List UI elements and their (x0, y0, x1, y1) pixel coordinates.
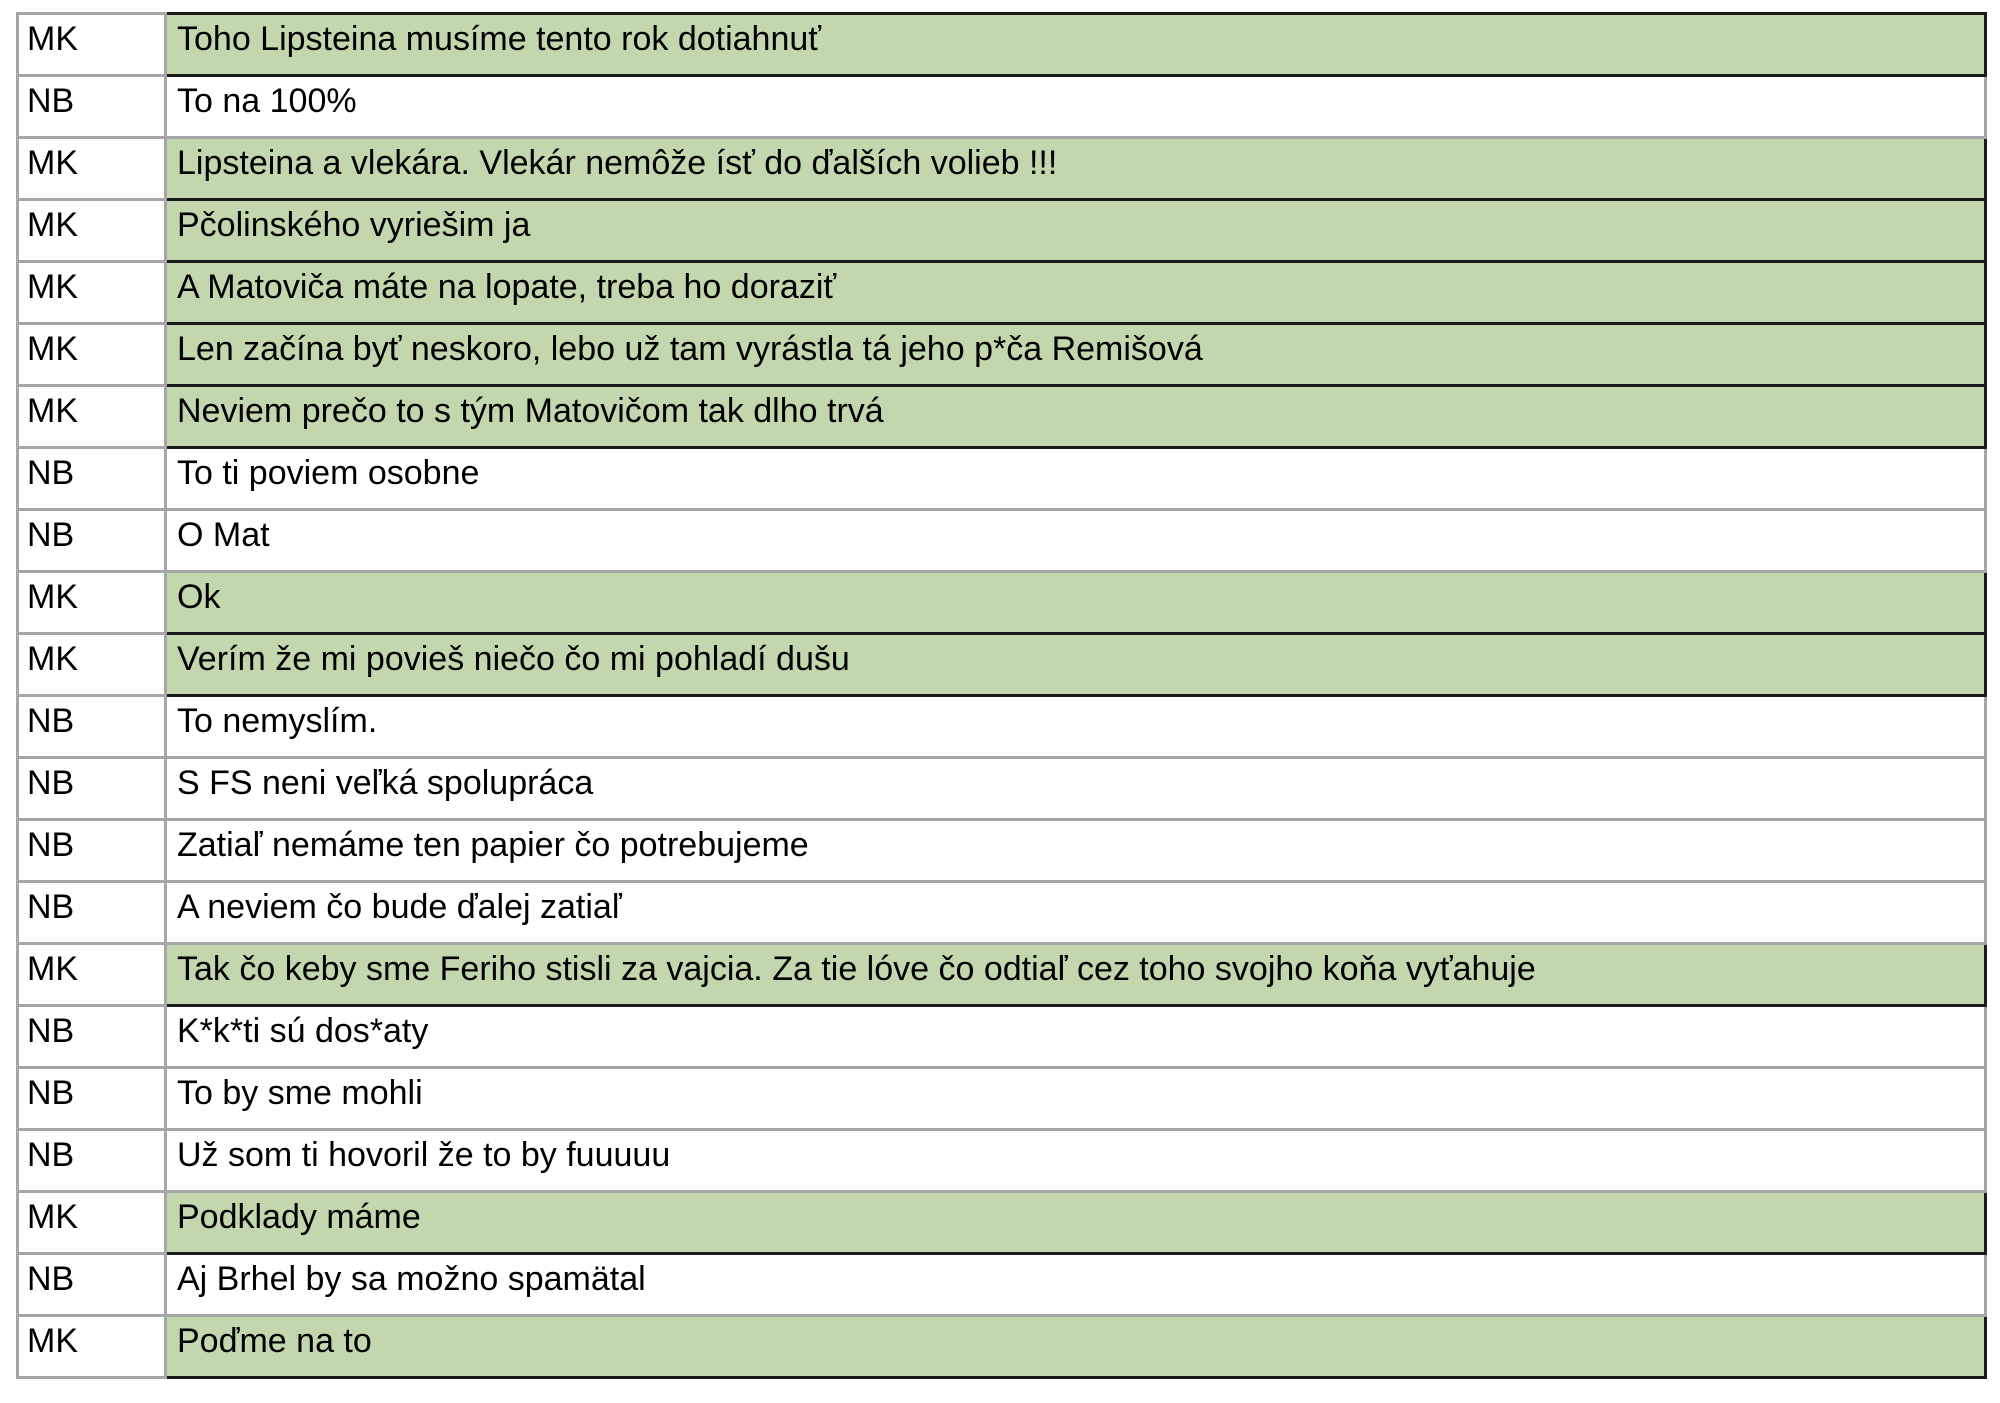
message-row (18, 572, 1986, 634)
message-row (18, 386, 1986, 448)
message-row (18, 1316, 1986, 1378)
message-row (18, 1068, 1986, 1130)
speaker-cell: NB (18, 1130, 166, 1192)
message-cell: K*k*ti sú dos*aty (166, 1006, 1986, 1068)
message-cell: Tak čo keby sme Feriho stisli za vajcia. Za tie lóve čo odtiaľ cez toho svojho koňa vyťahuje (166, 944, 1986, 1006)
speaker-cell: MK (18, 572, 166, 634)
message-cell: To na 100% (166, 76, 1986, 138)
message-row (18, 510, 1986, 572)
speaker-cell: MK (18, 386, 166, 448)
speaker-cell: NB (18, 448, 166, 510)
message-cell: To nemyslím. (166, 696, 1986, 758)
chat-transcript-table (16, 12, 1987, 1379)
message-row (18, 944, 1986, 1006)
message-cell: Verím že mi povieš niečo čo mi pohladí dušu (166, 634, 1986, 696)
message-cell: Neviem prečo to s tým Matovičom tak dlho trvá (166, 386, 1986, 448)
speaker-cell: MK (18, 200, 166, 262)
message-cell: To by sme mohli (166, 1068, 1986, 1130)
message-cell: Ok (166, 572, 1986, 634)
speaker-cell: NB (18, 76, 166, 138)
message-row (18, 820, 1986, 882)
message-row (18, 1006, 1986, 1068)
message-cell: Zatiaľ nemáme ten papier čo potrebujeme (166, 820, 1986, 882)
message-row (18, 448, 1986, 510)
speaker-cell: MK (18, 14, 166, 76)
message-row (18, 138, 1986, 200)
speaker-cell: MK (18, 138, 166, 200)
speaker-cell: NB (18, 1254, 166, 1316)
message-cell: A neviem čo bude ďalej zatiaľ (166, 882, 1986, 944)
speaker-cell: NB (18, 882, 166, 944)
speaker-cell: MK (18, 1192, 166, 1254)
chat-transcript-body (18, 14, 1986, 1378)
speaker-cell: NB (18, 820, 166, 882)
message-cell: Aj Brhel by sa možno spamätal (166, 1254, 1986, 1316)
message-cell: Lipsteina a vlekára. Vlekár nemôže ísť do ďalších volieb !!! (166, 138, 1986, 200)
message-row (18, 696, 1986, 758)
message-cell: Pčolinského vyriešim ja (166, 200, 1986, 262)
message-cell: O Mat (166, 510, 1986, 572)
speaker-cell: NB (18, 1006, 166, 1068)
speaker-cell: MK (18, 324, 166, 386)
message-cell: Len začína byť neskoro, lebo už tam vyrástla tá jeho p*ča Remišová (166, 324, 1986, 386)
message-row (18, 1130, 1986, 1192)
message-row (18, 324, 1986, 386)
message-row (18, 14, 1986, 76)
speaker-cell: NB (18, 758, 166, 820)
speaker-cell: MK (18, 262, 166, 324)
message-cell: Podklady máme (166, 1192, 1986, 1254)
message-row (18, 76, 1986, 138)
message-cell: Už som ti hovoril že to by fuuuuu (166, 1130, 1986, 1192)
message-cell: S FS neni veľká spolupráca (166, 758, 1986, 820)
message-row (18, 758, 1986, 820)
message-row (18, 262, 1986, 324)
speaker-cell: MK (18, 1316, 166, 1378)
message-cell: A Matoviča máte na lopate, treba ho doraziť (166, 262, 1986, 324)
speaker-cell: MK (18, 944, 166, 1006)
message-row (18, 200, 1986, 262)
message-cell: To ti poviem osobne (166, 448, 1986, 510)
speaker-cell: NB (18, 510, 166, 572)
speaker-cell: MK (18, 634, 166, 696)
message-row (18, 1192, 1986, 1254)
message-row (18, 1254, 1986, 1316)
speaker-cell: NB (18, 696, 166, 758)
message-cell: Toho Lipsteina musíme tento rok dotiahnuť (166, 14, 1986, 76)
message-cell: Poďme na to (166, 1316, 1986, 1378)
message-row (18, 882, 1986, 944)
message-row (18, 634, 1986, 696)
speaker-cell: NB (18, 1068, 166, 1130)
